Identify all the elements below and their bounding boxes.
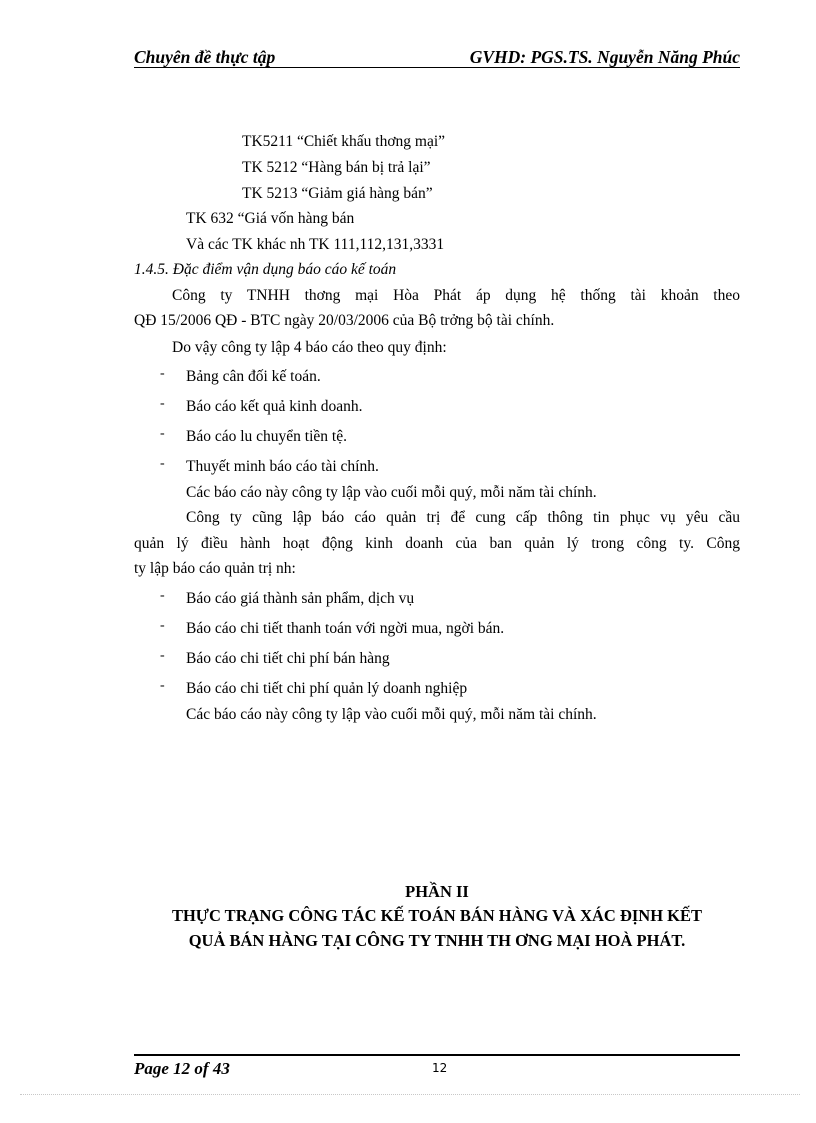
account-line-632: TK 632 “Giá vốn hàng bán [186, 210, 355, 227]
paragraph-4-line-2: quản lý điều hành hoạt động kinh doanh của ban quản lý trong công ty. Công [134, 535, 740, 552]
list-item: Báo cáo kết quả kinh doanh. [186, 398, 363, 415]
header-left-title: Chuyên đề thực tập [134, 47, 276, 67]
header-rule [134, 67, 740, 68]
paragraph-1-line-2: QĐ 15/2006 QĐ - BTC ngày 20/03/2006 của Bộ trởng bộ tài chính. [134, 312, 555, 329]
footer-page-label: Page 12 of 43 [134, 1059, 230, 1078]
paragraph-4-line-3: ty lập báo cáo quản trị nh: [134, 560, 296, 577]
account-line-5212: TK 5212 “Hàng bán bị trả lại” [242, 159, 431, 176]
bullet-dash: - [160, 366, 165, 381]
list-item: Thuyết minh báo cáo tài chính. [186, 458, 379, 475]
list-item: Báo cáo chi tiết chi phí quản lý doanh nghiệp [186, 680, 468, 697]
page-header [134, 47, 740, 69]
list-item: Báo cáo lu chuyển tiền tệ. [186, 428, 347, 445]
part-heading-line-1: THỰC TRẠNG CÔNG TÁC KẾ TOÁN BÁN HÀNG VÀ XÁC ĐỊNH KẾT [171, 906, 703, 925]
footer-rule [134, 1054, 740, 1056]
paragraph-5: Các báo cáo này công ty lập vào cuối mỗi quý, mỗi năm tài chính. [186, 706, 597, 723]
list-item: Báo cáo chi tiết thanh toán với ngời mua, ngời bán. [186, 620, 505, 637]
page-bottom-divider [20, 1094, 800, 1095]
account-line-others: Và các TK khác nh TK 111,112,131,3331 [186, 236, 445, 253]
bullet-dash: - [160, 588, 165, 603]
bullet-dash: - [160, 456, 165, 471]
list-item: Báo cáo giá thành sản phẩm, dịch vụ [186, 590, 415, 607]
account-line-5211: TK5211 “Chiết khấu thơng mại” [242, 133, 446, 150]
section-heading: 1.4.5. Đặc điểm vận dụng báo cáo kế toán [134, 261, 397, 278]
bullet-dash: - [160, 678, 165, 693]
footer-page-number: 12 [432, 1061, 448, 1075]
paragraph-2: Do vậy công ty lập 4 báo cáo theo quy định: [172, 339, 447, 356]
part-heading-line-2: QUẢ BÁN HÀNG TẠI CÔNG TY TNHH TH ƠNG MẠI HOÀ PHÁT. [188, 931, 686, 950]
list-item: Bảng cân đối kế toán. [186, 368, 321, 385]
paragraph-1-line-1: Công ty TNHH thơng mại Hòa Phát áp dụng hệ thống tài khoản theo [172, 287, 740, 304]
paragraph-4-line-1: Công ty cũng lập báo cáo quản trị để cung cấp thông tin phục vụ yêu cầu [186, 509, 740, 526]
bullet-dash: - [160, 648, 165, 663]
bullet-dash: - [160, 618, 165, 633]
account-line-5213: TK 5213 “Giảm giá hàng bán” [242, 185, 433, 202]
paragraph-3: Các báo cáo này công ty lập vào cuối mỗi quý, mỗi năm tài chính. [186, 484, 597, 501]
bullet-dash: - [160, 426, 165, 441]
bullet-dash: - [160, 396, 165, 411]
part-title: PHẦN II [405, 882, 469, 901]
list-item: Báo cáo chi tiết chi phí bán hàng [186, 650, 390, 667]
header-right-supervisor: GVHD: PGS.TS. Nguyễn Năng Phúc [469, 47, 740, 67]
